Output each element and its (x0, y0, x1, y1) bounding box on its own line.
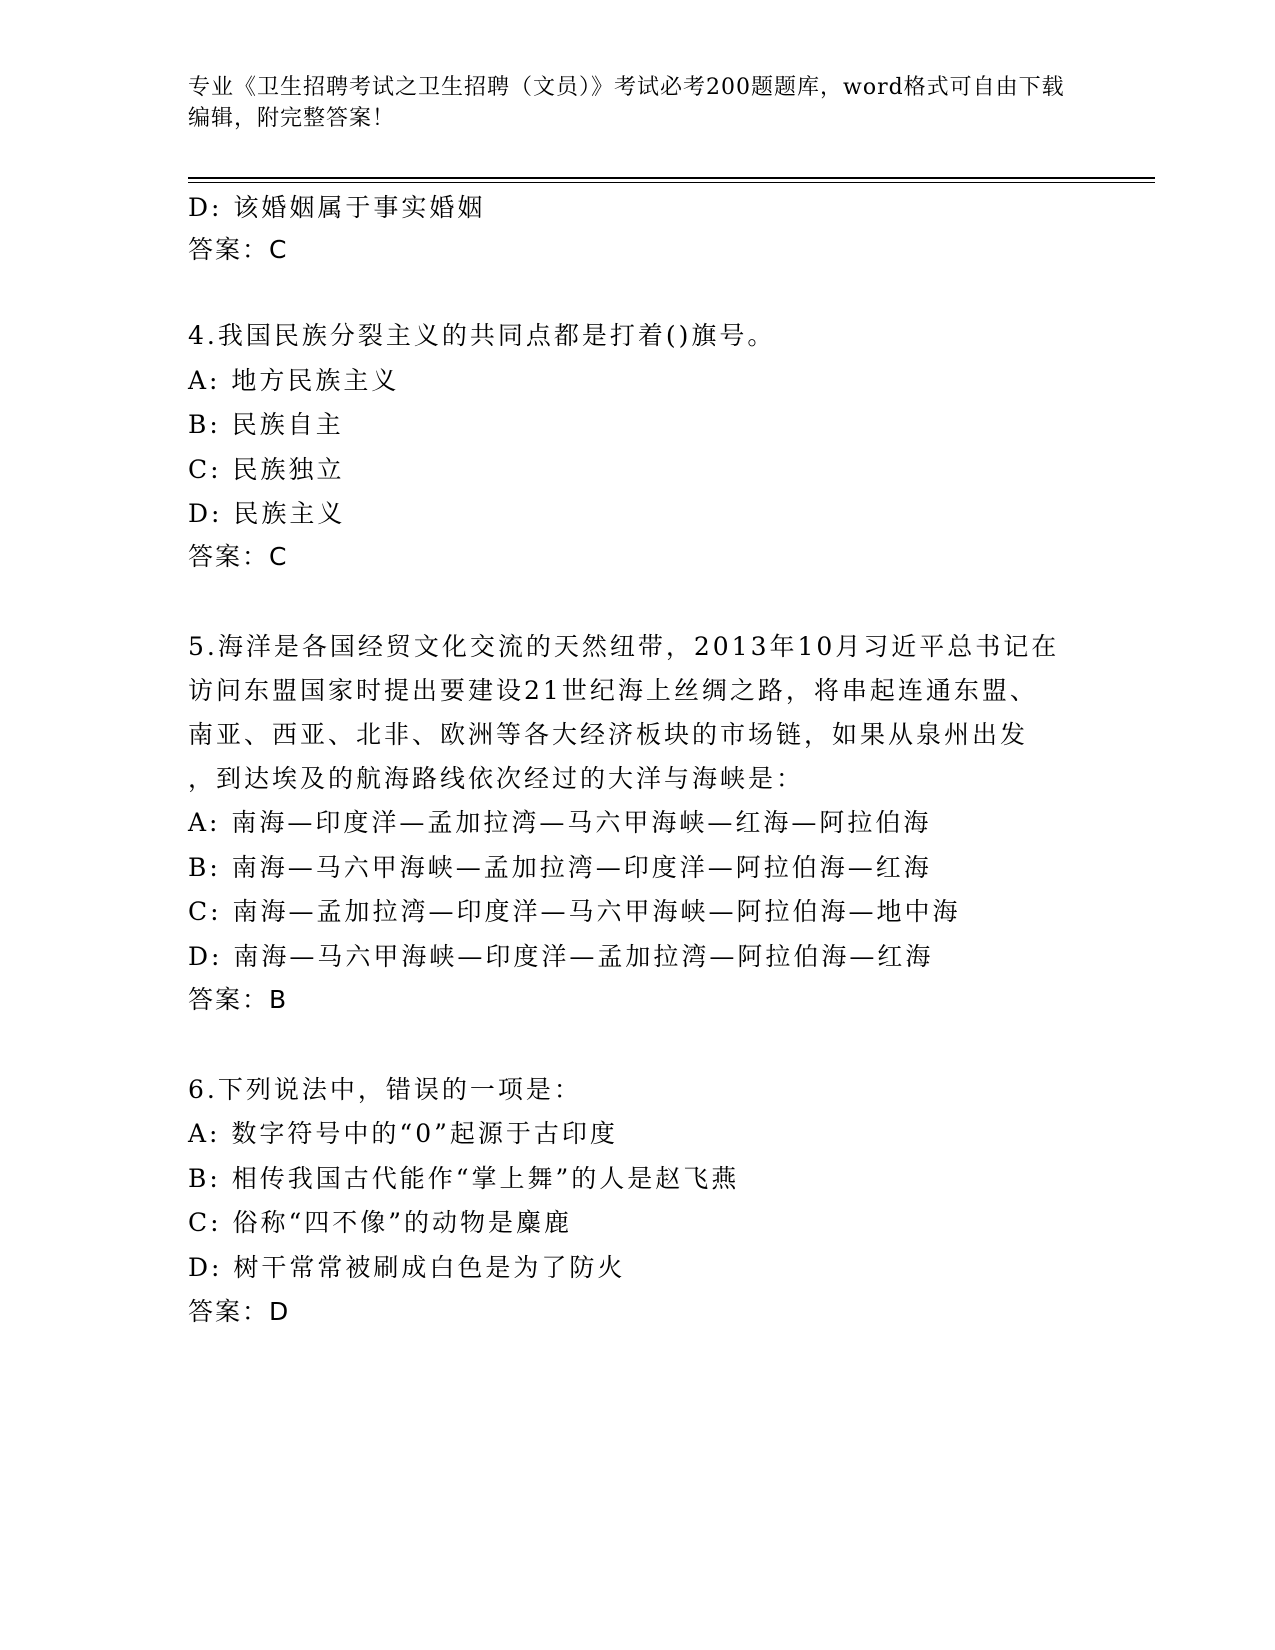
q5-stem-line-2: 访问东盟国家时提出要建设21世纪海上丝绸之路，将串起连通东盟、 (188, 676, 1038, 705)
q5-stem-line-1: 5.海洋是各国经贸文化交流的天然纽带，2013年10月习近平总书记在 (188, 632, 1060, 661)
q6-stem: 6.下列说法中，错误的一项是： (188, 1075, 582, 1104)
q5-option-d: D: 南海—马六甲海峡—印度洋—孟加拉湾—阿拉伯海—红海 (188, 942, 934, 971)
q3-option-d: D: 该婚姻属于事实婚姻 (188, 193, 486, 222)
q5-option-c: C: 南海—孟加拉湾—印度洋—马六甲海峡—阿拉伯海—地中海 (188, 897, 961, 926)
q4-option-a: A: 地方民族主义 (188, 366, 400, 395)
q5-option-a: A: 南海—印度洋—孟加拉湾—马六甲海峡—红海—阿拉伯海 (188, 808, 932, 837)
q5-answer: 答案：B (188, 985, 289, 1014)
q4-stem: 4.我国民族分裂主义的共同点都是打着()旗号。 (188, 321, 776, 350)
q5-stem-line-4: ，到达埃及的航海路线依次经过的大洋与海峡是： (188, 764, 805, 793)
q4-answer: 答案：C (188, 542, 289, 571)
q5-option-b: B: 南海—马六甲海峡—孟加拉湾—印度洋—阿拉伯海—红海 (188, 853, 932, 882)
header-divider-thick (188, 177, 1155, 179)
q4-option-d: D: 民族主义 (188, 499, 346, 528)
header-divider-thin (188, 182, 1155, 183)
q6-option-c: C: 俗称“四不像”的动物是麋鹿 (188, 1208, 573, 1237)
q5-stem-line-3: 南亚、西亚、北非、欧洲等各大经济板块的市场链，如果从泉州出发 (188, 720, 1029, 749)
q6-option-a: A: 数字符号中的“0”起源于古印度 (188, 1119, 618, 1148)
page-header: 专业《卫生招聘考试之卫生招聘（文员）》考试必考200题题库，word格式可自由下载编辑，附完整答案！ (188, 75, 1065, 131)
q6-option-b: B: 相传我国古代能作“掌上舞”的人是赵飞燕 (188, 1164, 740, 1193)
q4-option-b: B: 民族自主 (188, 410, 344, 439)
q6-option-d: D: 树干常常被刷成白色是为了防火 (188, 1253, 626, 1282)
q6-answer: 答案：D (188, 1297, 291, 1326)
q4-option-c: C: 民族独立 (188, 455, 345, 484)
q3-answer: 答案：C (188, 235, 289, 264)
